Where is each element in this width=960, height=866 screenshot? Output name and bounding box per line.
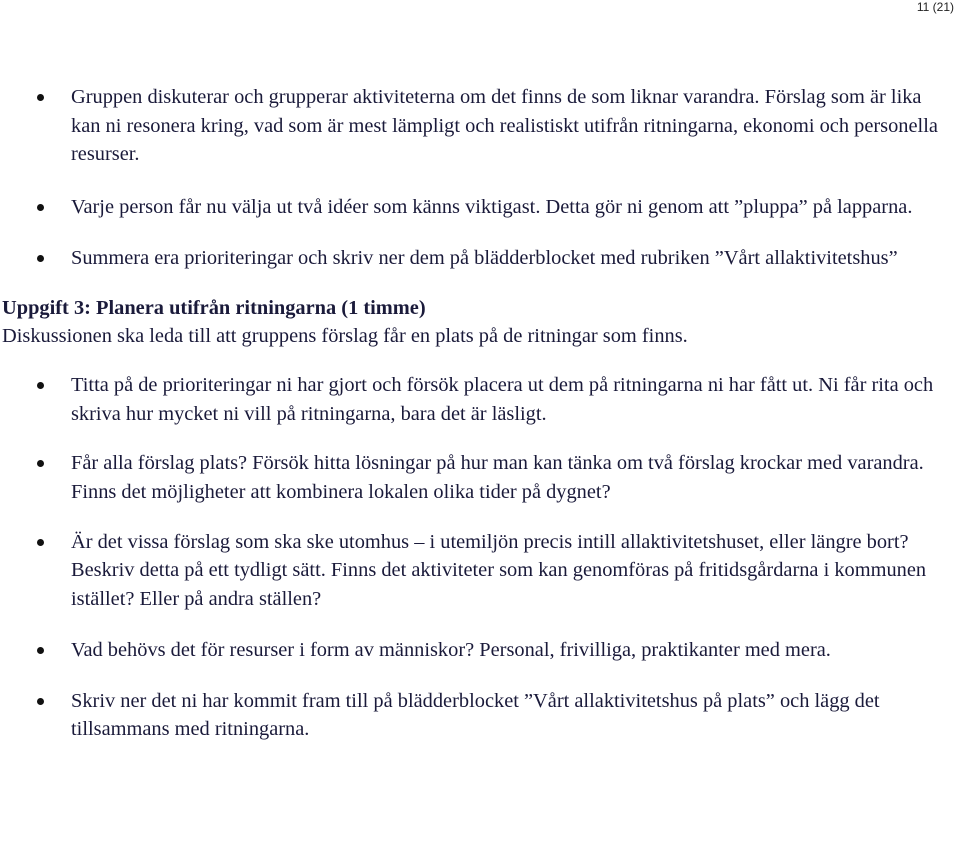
- list-item: Varje person får nu välja ut två idéer som känns viktigast. Detta gör ni genom att ”pluppa” på lapparna.: [0, 193, 955, 222]
- document-body: [0, 83, 955, 744]
- list-item: Vad behövs det för resurser i form av människor? Personal, frivilliga, praktikanter med mera.: [0, 636, 955, 665]
- page-number: 11 (21): [916, 0, 954, 14]
- list-item: Skriv ner det ni har kommit fram till på blädderblocket ”Vårt allaktivitetshus på plats” och lägg det tillsammans med ritningarna.: [0, 687, 955, 744]
- list-item: Summera era prioriteringar och skriv ner dem på blädderblocket med rubriken ”Vårt allaktivitetshus”: [0, 244, 955, 273]
- section-heading: Uppgift 3: Planera utifrån ritningarna (1 timme): [2, 296, 426, 319]
- section-intro: Diskussionen ska leda till att gruppens förslag får en plats på de ritningar som finns.: [2, 325, 688, 348]
- list-item: Är det vissa förslag som ska ske utomhus – i utemiljön precis intill allaktivitetshuset, eller längre bort? Beskriv detta på ett tydligt sätt. Finns det aktiviteter som kan genomföras på fritidsgårdarna i kommunen istället? Eller på andra ställen?: [0, 528, 955, 614]
- list-item: Får alla förslag plats? Försök hitta lösningar på hur man kan tänka om två förslag krockar med varandra. Finns det möjligheter att kombinera lokalen olika tider på dygnet?: [0, 449, 955, 506]
- list-item: Gruppen diskuterar och grupperar aktiviteterna om det finns de som liknar varandra. Förslag som är lika kan ni resonera kring, vad som är mest lämpligt och realistiskt utifrån ritningarna, ekonomi och personella resurser.: [0, 83, 955, 169]
- list-item: Titta på de prioriteringar ni har gjort och försök placera ut dem på ritningarna ni har fått ut. Ni får rita och skriva hur mycket ni vill på ritningarna, bara det är läsligt.: [0, 371, 955, 428]
